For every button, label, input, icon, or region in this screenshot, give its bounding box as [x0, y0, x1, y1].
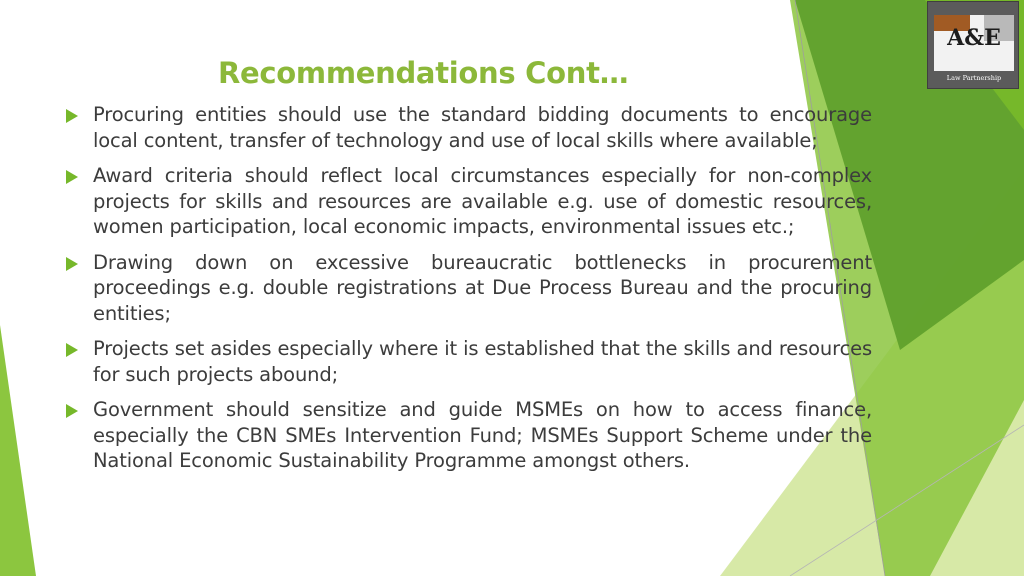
- bullet-item: [66, 102, 872, 153]
- bullet-item: [66, 163, 872, 240]
- bullet-arrow-icon: [66, 170, 78, 184]
- bullet-text: Drawing down on excessive bureaucratic bottlenecks in procurement proceedings e.g. double registrations at Due Process Bureau and the procuring entities;: [93, 250, 872, 325]
- slide-title: Recommendations Cont…: [218, 56, 629, 90]
- bullet-arrow-icon: [66, 109, 78, 123]
- logo-caption: Law Partnership: [946, 74, 1002, 82]
- bullet-text: Government should sensitize and guide MSMEs on how to access finance, especially the CBN SMEs Intervention Fund; MSMEs Support Scheme under the National Economic Sustainability Programme amongst others.: [93, 398, 872, 472]
- bullet-text: Procuring entities should use the standard bidding documents to encourage local content, transfer of technology and use of local skills where available;: [93, 103, 872, 152]
- left-accent-shape: [0, 325, 36, 576]
- bullet-item: [66, 250, 872, 327]
- bullet-arrow-icon: [66, 257, 78, 271]
- bullet-item: [66, 336, 872, 387]
- bullet-item: [66, 397, 872, 474]
- bullet-arrow-icon: [66, 404, 78, 418]
- bullet-arrow-icon: [66, 343, 78, 357]
- company-logo: [927, 1, 1019, 89]
- logo-emblem: [934, 15, 1014, 71]
- logo-mark: A&E: [947, 25, 1001, 51]
- bullet-text: Projects set asides especially where it is established that the skills and resources for such projects abound;: [93, 337, 872, 386]
- bullet-list: [66, 102, 872, 484]
- bullet-text: Award criteria should reflect local circumstances especially for non-complex projects for skills and resources are available e.g. use of domestic resources, women participation, local economic impacts, environmental issues etc.;: [93, 164, 872, 238]
